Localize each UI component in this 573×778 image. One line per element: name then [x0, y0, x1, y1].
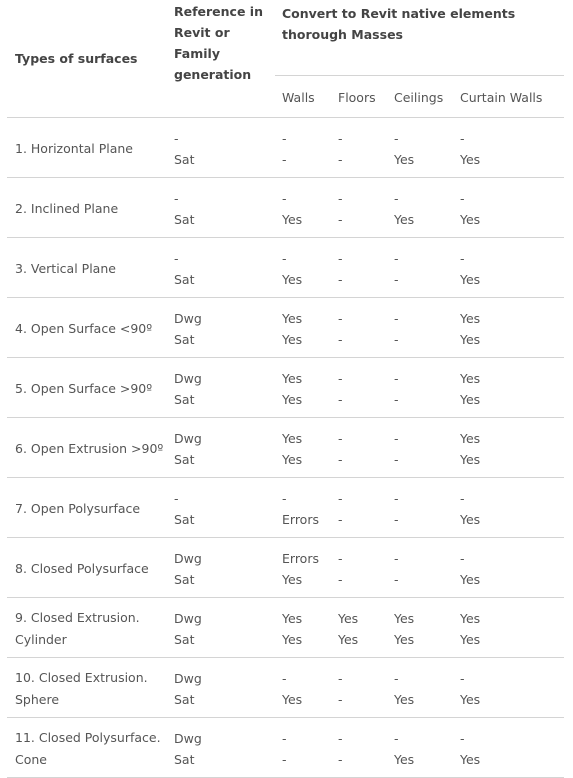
floors-cell-line: - — [338, 331, 343, 347]
reference-cell — [166, 658, 275, 718]
curtain-walls-cell-line: Yes — [460, 511, 481, 527]
header-ceilings: Ceilings — [387, 76, 453, 118]
curtain-walls-cell — [453, 598, 564, 658]
walls-cell — [275, 658, 331, 718]
reference-cell-line: Sat — [174, 211, 195, 227]
curtain-walls-cell — [453, 298, 564, 358]
ceilings-cell — [387, 238, 453, 298]
reference-cell — [166, 238, 275, 298]
walls-cell-line: - — [282, 670, 287, 686]
reference-cell-line: Sat — [174, 271, 195, 287]
curtain-walls-cell-line: Yes — [460, 271, 481, 287]
floors-cell-line: - — [338, 391, 343, 407]
ceilings-cell-line: - — [394, 271, 399, 287]
reference-cell-line: Dwg — [174, 430, 202, 446]
floors-cell-line: - — [338, 430, 343, 446]
floors-cell-line: Yes — [338, 631, 359, 647]
floors-cell — [331, 478, 387, 538]
header-walls: Walls — [275, 76, 331, 118]
surface-type-cell: 7. Open Polysurface — [7, 478, 166, 538]
ceilings-cell — [387, 478, 453, 538]
walls-cell — [275, 238, 331, 298]
floors-cell-line: - — [338, 310, 343, 326]
reference-cell-line: Dwg — [174, 670, 202, 686]
ceilings-cell-line: - — [394, 730, 399, 746]
walls-cell — [275, 538, 331, 598]
ceilings-cell-line: Yes — [394, 211, 415, 227]
walls-cell-line: - — [282, 250, 287, 266]
curtain-walls-cell — [453, 538, 564, 598]
walls-cell-line: Yes — [282, 451, 303, 467]
surface-type-cell: 10. Closed Extrusion. Sphere — [7, 658, 166, 718]
reference-cell-line: Dwg — [174, 550, 202, 566]
reference-cell-line: Sat — [174, 511, 195, 527]
table-row — [7, 418, 564, 478]
floors-cell-line: - — [338, 550, 343, 566]
curtain-walls-cell-line: - — [460, 250, 465, 266]
walls-cell-line: - — [282, 490, 287, 506]
floors-cell-line: - — [338, 730, 343, 746]
reference-cell-line: Dwg — [174, 370, 202, 386]
walls-cell — [275, 718, 331, 778]
walls-cell-line: Yes — [282, 391, 303, 407]
walls-cell-line: Yes — [282, 610, 303, 626]
header-floors: Floors — [331, 76, 387, 118]
walls-cell-line: - — [282, 151, 287, 167]
reference-cell — [166, 298, 275, 358]
walls-cell-line: Yes — [282, 331, 303, 347]
ceilings-cell — [387, 178, 453, 238]
floors-cell-line: - — [338, 751, 343, 767]
curtain-walls-cell-line: Yes — [460, 751, 481, 767]
curtain-walls-cell-line: - — [460, 190, 465, 206]
ceilings-cell-line: Yes — [394, 631, 415, 647]
walls-cell — [275, 178, 331, 238]
ceilings-cell-line: - — [394, 550, 399, 566]
reference-cell — [166, 478, 275, 538]
curtain-walls-cell-line: Yes — [460, 310, 481, 326]
curtain-walls-cell-line: Yes — [460, 631, 481, 647]
reference-cell-line: Sat — [174, 151, 195, 167]
ceilings-cell — [387, 298, 453, 358]
ceilings-cell — [387, 658, 453, 718]
floors-cell — [331, 658, 387, 718]
curtain-walls-cell — [453, 718, 564, 778]
reference-cell-line: Dwg — [174, 610, 202, 626]
ceilings-cell-line: - — [394, 310, 399, 326]
curtain-walls-cell-line: Yes — [460, 151, 481, 167]
surface-type-cell: 9. Closed Extrusion. Cylinder — [7, 598, 166, 658]
surface-type-cell: 5. Open Surface >90º — [7, 358, 166, 418]
ceilings-cell — [387, 418, 453, 478]
reference-cell — [166, 358, 275, 418]
curtain-walls-cell — [453, 478, 564, 538]
floors-cell — [331, 178, 387, 238]
table-row — [7, 598, 564, 658]
ceilings-cell-line: - — [394, 511, 399, 527]
ceilings-cell — [387, 598, 453, 658]
reference-cell-line: Sat — [174, 631, 195, 647]
floors-cell-line: Yes — [338, 610, 359, 626]
reference-cell-line: Sat — [174, 451, 195, 467]
curtain-walls-cell — [453, 178, 564, 238]
walls-cell — [275, 418, 331, 478]
reference-cell-line: Sat — [174, 751, 195, 767]
surface-type-cell: 8. Closed Polysurface — [7, 538, 166, 598]
ceilings-cell-line: - — [394, 451, 399, 467]
table-body — [7, 118, 564, 778]
walls-cell — [275, 598, 331, 658]
walls-cell-line: Yes — [282, 691, 303, 707]
floors-cell — [331, 418, 387, 478]
table-row — [7, 118, 564, 178]
floors-cell — [331, 358, 387, 418]
ceilings-cell-line: - — [394, 490, 399, 506]
floors-cell-line: - — [338, 451, 343, 467]
walls-cell-line: - — [282, 730, 287, 746]
curtain-walls-cell-line: Yes — [460, 331, 481, 347]
walls-cell — [275, 298, 331, 358]
walls-cell-line: Yes — [282, 430, 303, 446]
floors-cell-line: - — [338, 691, 343, 707]
floors-cell-line: - — [338, 151, 343, 167]
reference-cell-line: - — [174, 190, 179, 206]
floors-cell-line: - — [338, 670, 343, 686]
floors-cell — [331, 298, 387, 358]
floors-cell-line: - — [338, 190, 343, 206]
walls-cell-line: Yes — [282, 211, 303, 227]
table-row — [7, 238, 564, 298]
reference-cell-line: - — [174, 250, 179, 266]
surface-type-cell: 4. Open Surface <90º — [7, 298, 166, 358]
ceilings-cell — [387, 718, 453, 778]
surfaces-table — [7, 0, 564, 778]
floors-cell — [331, 598, 387, 658]
reference-cell — [166, 118, 275, 178]
ceilings-cell — [387, 538, 453, 598]
table-row — [7, 538, 564, 598]
reference-cell-line: Sat — [174, 391, 195, 407]
floors-cell — [331, 238, 387, 298]
header-types: Types of surfaces — [7, 0, 166, 118]
walls-cell — [275, 118, 331, 178]
curtain-walls-cell-line: Yes — [460, 370, 481, 386]
table-row — [7, 178, 564, 238]
reference-cell-line: Dwg — [174, 730, 202, 746]
ceilings-cell-line: - — [394, 130, 399, 146]
ceilings-cell — [387, 118, 453, 178]
floors-cell — [331, 118, 387, 178]
walls-cell-line: Errors — [282, 550, 319, 566]
curtain-walls-cell-line: - — [460, 730, 465, 746]
curtain-walls-cell-line: Yes — [460, 211, 481, 227]
ceilings-cell-line: - — [394, 391, 399, 407]
walls-cell-line: Yes — [282, 271, 303, 287]
floors-cell-line: - — [338, 511, 343, 527]
floors-cell-line: - — [338, 271, 343, 287]
reference-cell-line: Sat — [174, 691, 195, 707]
walls-cell-line: - — [282, 190, 287, 206]
table-row — [7, 718, 564, 778]
ceilings-cell-line: - — [394, 331, 399, 347]
surface-type-cell: 2. Inclined Plane — [7, 178, 166, 238]
walls-cell-line: - — [282, 130, 287, 146]
walls-cell-line: - — [282, 751, 287, 767]
surface-type-cell: 3. Vertical Plane — [7, 238, 166, 298]
floors-cell-line: - — [338, 490, 343, 506]
curtain-walls-cell-line: Yes — [460, 571, 481, 587]
ceilings-cell-line: - — [394, 250, 399, 266]
walls-cell-line: Yes — [282, 631, 303, 647]
reference-cell — [166, 598, 275, 658]
floors-cell-line: - — [338, 571, 343, 587]
floors-cell-line: - — [338, 130, 343, 146]
curtain-walls-cell-line: - — [460, 130, 465, 146]
curtain-walls-cell — [453, 418, 564, 478]
reference-cell — [166, 178, 275, 238]
curtain-walls-cell-line: Yes — [460, 691, 481, 707]
ceilings-cell-line: - — [394, 571, 399, 587]
reference-cell-line: - — [174, 490, 179, 506]
table-row — [7, 358, 564, 418]
curtain-walls-cell — [453, 658, 564, 718]
ceilings-cell-line: - — [394, 430, 399, 446]
reference-cell — [166, 538, 275, 598]
table-row — [7, 298, 564, 358]
reference-cell-line: Sat — [174, 331, 195, 347]
ceilings-cell-line: - — [394, 190, 399, 206]
walls-cell-line: Yes — [282, 571, 303, 587]
reference-cell-line: Dwg — [174, 310, 202, 326]
walls-cell — [275, 358, 331, 418]
header-reference: Reference in Revit or Family generation — [166, 0, 275, 118]
curtain-walls-cell-line: Yes — [460, 610, 481, 626]
floors-cell — [331, 718, 387, 778]
floors-cell — [331, 538, 387, 598]
curtain-walls-cell — [453, 358, 564, 418]
ceilings-cell-line: - — [394, 670, 399, 686]
ceilings-cell-line: Yes — [394, 691, 415, 707]
floors-cell-line: - — [338, 370, 343, 386]
ceilings-cell-line: - — [394, 370, 399, 386]
curtain-walls-cell-line: - — [460, 550, 465, 566]
curtain-walls-cell — [453, 118, 564, 178]
curtain-walls-cell — [453, 238, 564, 298]
reference-cell — [166, 418, 275, 478]
walls-cell-line: Yes — [282, 310, 303, 326]
surface-type-cell: 6. Open Extrusion >90º — [7, 418, 166, 478]
surface-type-cell: 11. Closed Polysurface. Cone — [7, 718, 166, 778]
curtain-walls-cell-line: Yes — [460, 430, 481, 446]
walls-cell — [275, 478, 331, 538]
floors-cell-line: - — [338, 250, 343, 266]
ceilings-cell-line: Yes — [394, 610, 415, 626]
curtain-walls-cell-line: Yes — [460, 391, 481, 407]
curtain-walls-cell-line: Yes — [460, 451, 481, 467]
walls-cell-line: Yes — [282, 370, 303, 386]
walls-cell-line: Errors — [282, 511, 319, 527]
surface-type-cell: 1. Horizontal Plane — [7, 118, 166, 178]
ceilings-cell — [387, 358, 453, 418]
curtain-walls-cell-line: - — [460, 670, 465, 686]
header-curtain-walls: Curtain Walls — [453, 76, 564, 118]
header-convert: Convert to Revit native elements thorough Masses — [275, 0, 564, 76]
floors-cell-line: - — [338, 211, 343, 227]
reference-cell-line: Sat — [174, 571, 195, 587]
table-row — [7, 658, 564, 718]
ceilings-cell-line: Yes — [394, 751, 415, 767]
table-row — [7, 478, 564, 538]
ceilings-cell-line: Yes — [394, 151, 415, 167]
curtain-walls-cell-line: - — [460, 490, 465, 506]
reference-cell — [166, 718, 275, 778]
reference-cell-line: - — [174, 130, 179, 146]
